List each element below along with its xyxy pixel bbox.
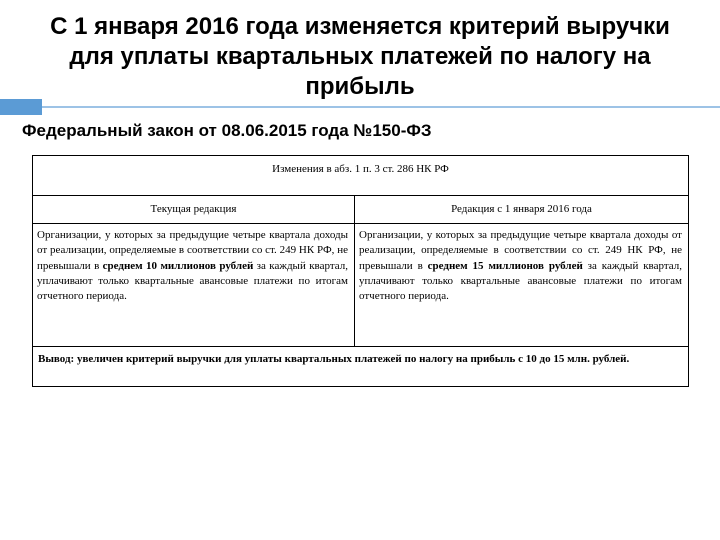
slide-title	[20, 12, 700, 102]
slide-title-line-3: прибыль	[305, 73, 415, 100]
current-edition-text	[33, 224, 354, 304]
current-edition-threshold: среднем 10 миллионов рублей	[102, 259, 254, 272]
new-edition-text-part-1: Организации, у которых за предыдущие четыре квартала доходы от реализации, определяемые в соответствии со ст. 249 НК РФ, не превышали в	[359, 229, 682, 272]
slide-title-line-2: для уплаты квартальных платежей по налогу на	[69, 43, 651, 70]
new-edition-text-part-2: за каждый квартал, уплачивают только квартальные авансовые платежи по итогам отчетного периода.	[359, 259, 683, 303]
current-edition-text-part-1: Организации, у которых за предыдущие четыре квартала доходы от реализации, определяемые в соответствии со ст. 249 НК РФ, не превышали в	[37, 229, 348, 272]
law-subtitle: Федеральный закон от 08.06.2015 года №150-ФЗ	[22, 121, 432, 140]
current-edition-column	[33, 196, 355, 346]
slide-title-line-1: С 1 января 2016 года изменяется критерий выручки	[50, 13, 670, 40]
accent-divider-line	[42, 106, 720, 108]
current-edition-text-part-2: за каждый квартал, уплачивают только квартальные авансовые платежи по итогам отчетного периода.	[37, 259, 349, 303]
new-edition-threshold: среднем 15 миллионов рублей	[427, 259, 583, 272]
table-header: Изменения в абз. 1 п. 3 ст. 286 НК РФ	[33, 156, 688, 196]
new-edition-heading: Редакция с 1 января 2016 года	[355, 196, 688, 224]
changes-table	[32, 155, 689, 387]
conclusion-row: Вывод: увеличен критерий выручки для уплаты квартальных платежей по налогу на прибыль с 10 до 15 млн. рублей.	[33, 346, 688, 386]
new-edition-text	[355, 224, 688, 304]
current-edition-heading: Текущая редакция	[33, 196, 354, 224]
accent-block	[0, 99, 42, 115]
new-edition-column	[355, 196, 688, 346]
